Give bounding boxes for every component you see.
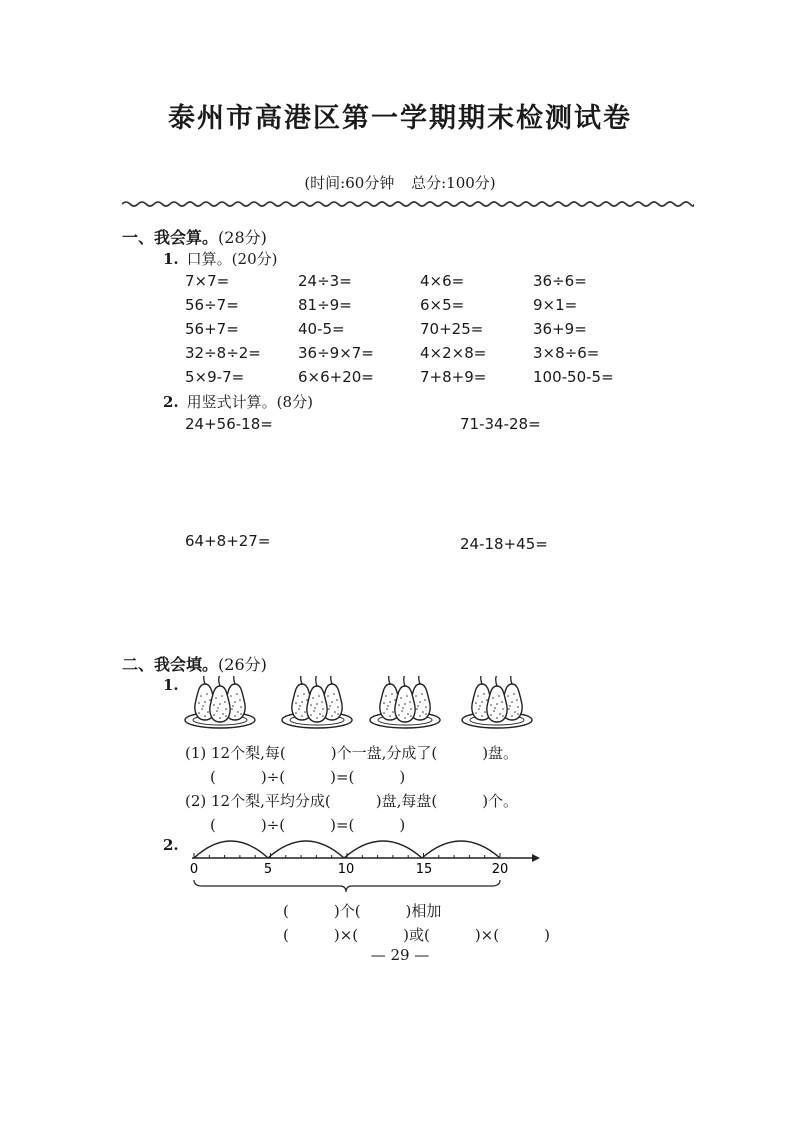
question-number: 2. [163, 393, 179, 411]
plate-3 [370, 676, 440, 728]
tick-label-0: 0 [189, 862, 199, 877]
tick-label-15: 15 [415, 862, 433, 877]
section-1-title: 一、我会算。 [122, 228, 219, 247]
question-text: 口算。(20分) [186, 250, 278, 268]
vertical-calc-1: 24+56-18= [185, 415, 273, 433]
jump-arc-1 [194, 841, 268, 858]
calc-r3c3: 3×8÷6= [533, 344, 600, 362]
section-2-points: (26分) [218, 655, 267, 674]
section-2-title: 二、我会填。 [122, 655, 219, 674]
exam-title: 泰州市高港区第一学期期末检测试卷 [168, 103, 632, 134]
calc-r2c1: 40-5= [298, 320, 345, 338]
calc-r2c2: 70+25= [420, 320, 484, 338]
calc-r0c2: 4×6= [420, 272, 465, 290]
vertical-calc-4: 24-18+45= [460, 535, 548, 553]
fill-line-3: (2) 12个梨,平均分成( )盘,每盘( )个。 [185, 792, 519, 810]
wavy-divider [122, 200, 694, 208]
fill-line-4: ( )÷( )=( ) [210, 816, 406, 834]
calc-r4c3: 100-50-5= [533, 368, 614, 386]
brace [194, 880, 500, 892]
calc-r1c1: 81÷9= [298, 296, 352, 314]
calc-r0c3: 36÷6= [533, 272, 587, 290]
number-line-fill-2: ( )×( )或( )×( ) [283, 926, 550, 944]
vertical-calc-3: 64+8+27= [185, 532, 271, 550]
jump-arc-4 [422, 841, 500, 858]
question-number: 2. [163, 836, 179, 854]
plate-1 [185, 676, 255, 728]
calc-r1c2: 6×5= [420, 296, 465, 314]
calc-r1c0: 56÷7= [185, 296, 239, 314]
tick-label-20: 20 [491, 862, 509, 877]
calc-r2c3: 36+9= [533, 320, 587, 338]
calc-r3c2: 4×2×8= [420, 344, 487, 362]
number-line-fill-1: ( )个( )相加 [283, 902, 442, 920]
fill-line-1: (1) 12个梨,每( )个一盘,分成了( )盘。 [185, 744, 519, 762]
jump-arc-3 [344, 841, 422, 858]
number-line [180, 826, 542, 896]
section-2-heading [122, 652, 267, 675]
exam-info [0, 172, 800, 193]
question-1-2 [163, 391, 313, 412]
question-number: 1. [163, 676, 179, 694]
vertical-calc-2: 71-34-28= [460, 415, 541, 433]
jump-arc-2 [268, 841, 344, 858]
question-number: 1. [163, 250, 179, 268]
calc-r0c0: 7×7= [185, 272, 230, 290]
calc-r4c2: 7+8+9= [420, 368, 487, 386]
tick-label-5: 5 [263, 862, 273, 877]
page-number: — 29 — [370, 946, 430, 964]
calc-r1c3: 9×1= [533, 296, 578, 314]
pear-plates-illustration [180, 676, 540, 734]
calc-r3c1: 36÷9×7= [298, 344, 374, 362]
calc-r2c0: 56+7= [185, 320, 239, 338]
calc-r0c1: 24÷3= [298, 272, 352, 290]
plate-4 [462, 676, 532, 728]
fill-line-2: ( )÷( )=( ) [210, 768, 406, 786]
section-1-points: (28分) [218, 228, 267, 247]
tick-label-10: 10 [337, 862, 355, 877]
question-1-1 [163, 248, 277, 269]
plate-2 [282, 676, 352, 728]
question-text: 用竖式计算。(8分) [186, 393, 313, 411]
calc-r3c0: 32÷8÷2= [185, 344, 261, 362]
calc-r4c1: 6×6+20= [298, 368, 374, 386]
total-score: 总分:100分) [411, 174, 496, 192]
number-line-arrow [532, 854, 540, 862]
time-limit: (时间:60分钟 [304, 174, 395, 192]
section-1-heading [122, 225, 267, 248]
calc-r4c0: 5×9-7= [185, 368, 245, 386]
